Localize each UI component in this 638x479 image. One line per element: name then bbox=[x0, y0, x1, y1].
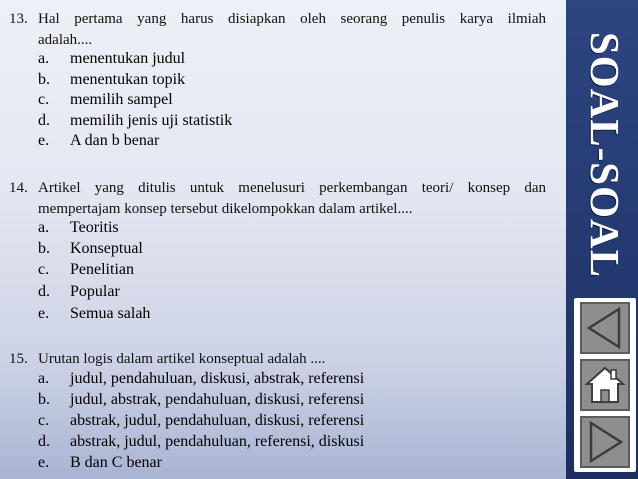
option-letter: a. bbox=[38, 370, 50, 387]
option-text: Konseptual bbox=[70, 240, 143, 257]
option-text: Teoritis bbox=[70, 219, 119, 236]
question-stem-line: Hal pertama yang harus disiapkan oleh seorang penulis karya ilmiah bbox=[38, 11, 546, 27]
prev-button[interactable] bbox=[580, 302, 630, 354]
option-text: judul, abstrak, pendahuluan, diskusi, referensi bbox=[70, 391, 365, 408]
option-text: Penelitian bbox=[70, 261, 134, 278]
option-text: memilih jenis uji statistik bbox=[70, 111, 233, 129]
sidebar-title-text: SOAL-SOAL bbox=[582, 32, 628, 278]
home-button[interactable] bbox=[580, 359, 630, 411]
option-letter: a. bbox=[38, 219, 50, 236]
option-letter: e. bbox=[38, 132, 50, 149]
option-letter: b. bbox=[38, 391, 50, 408]
option-letter: d. bbox=[38, 433, 50, 450]
option-letter: e. bbox=[38, 305, 50, 322]
option-text: abstrak, judul, pendahuluan, diskusi, referensi bbox=[70, 412, 365, 429]
option-letter: d. bbox=[38, 111, 50, 129]
option-text: menentukan topik bbox=[70, 70, 186, 88]
option-letter: c. bbox=[38, 412, 50, 429]
option-letter: a. bbox=[38, 50, 50, 67]
option-text: abstrak, judul, pendahuluan, referensi, diskusi bbox=[70, 433, 365, 450]
nav-panel bbox=[574, 298, 636, 472]
question-stem bbox=[38, 9, 546, 50]
option-text: judul, pendahuluan, diskusi, abstrak, referensi bbox=[70, 370, 365, 387]
question-stem-line: mempertajam konsep tersebut dikelompokkan dalam artikel.... bbox=[38, 200, 413, 217]
triangle-left-icon bbox=[585, 306, 625, 350]
option-text: B dan C benar bbox=[70, 454, 162, 471]
sidebar-title bbox=[574, 32, 636, 278]
option-text: Popular bbox=[70, 283, 120, 300]
option-letter: c. bbox=[38, 91, 50, 108]
question-number: 15. bbox=[9, 351, 28, 367]
option-letter: e. bbox=[38, 454, 50, 471]
question-stem bbox=[38, 349, 546, 370]
option-letter: b. bbox=[38, 70, 50, 88]
triangle-right-icon bbox=[585, 420, 625, 464]
option-letter: b. bbox=[38, 240, 50, 257]
option-text: Semua salah bbox=[70, 305, 151, 322]
option-letter: c. bbox=[38, 261, 50, 278]
next-button[interactable] bbox=[580, 416, 630, 468]
question-stem bbox=[38, 178, 546, 219]
home-icon bbox=[584, 364, 626, 406]
option-text: menentukan judul bbox=[70, 50, 186, 67]
option-text: memilih sampel bbox=[70, 91, 173, 108]
option-text: A dan b benar bbox=[70, 132, 160, 149]
question-number: 13. bbox=[9, 11, 28, 27]
question-number: 14. bbox=[9, 180, 28, 196]
question-stem-line: Artikel yang ditulis untuk menelusuri perkembangan teori/ konsep dan bbox=[38, 180, 546, 196]
option-letter: d. bbox=[38, 283, 50, 300]
question-stem-line: Urutan logis dalam artikel konseptual adalah .... bbox=[38, 351, 326, 367]
question-stem-line: adalah.... bbox=[38, 31, 93, 48]
